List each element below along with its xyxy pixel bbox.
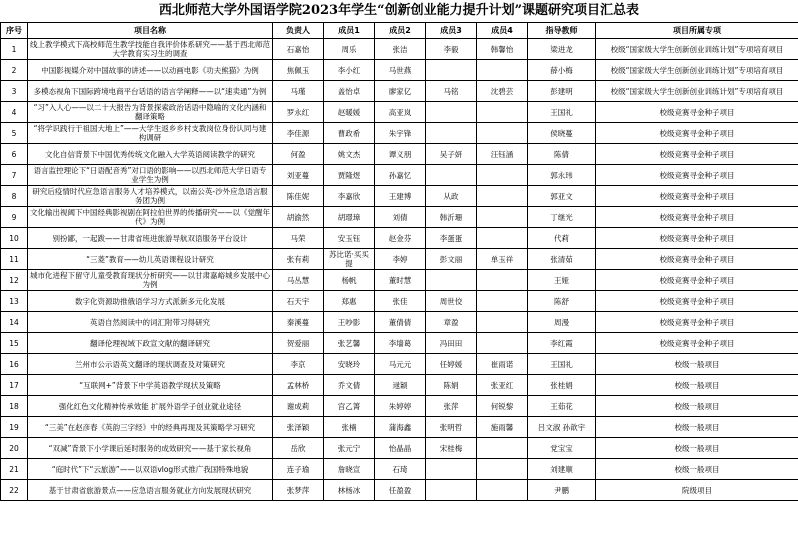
- cell-member2: 李婷: [375, 249, 426, 270]
- cell-leader: 陈佳妮: [273, 186, 324, 207]
- cell-member1: 张艺馨: [324, 333, 375, 354]
- cell-seq: 17: [1, 375, 28, 396]
- cell-member1: 曹政希: [324, 123, 375, 144]
- cell-leader: 李佳源: [273, 123, 324, 144]
- cell-project-name: 英语自然阅读中的词汇附带习得研究: [28, 312, 273, 333]
- header-seq: 序号: [1, 23, 28, 39]
- cell-project-name: “三美”在赵彦春《英韵三字经》中的经典再现及其策略学习研究: [28, 417, 273, 438]
- cell-member2: 逯颖: [375, 375, 426, 396]
- cell-member3: [426, 165, 477, 186]
- header-member3: 成员3: [426, 23, 477, 39]
- cell-member1: 张元宁: [324, 438, 375, 459]
- cell-member2: 蒲海鑫: [375, 417, 426, 438]
- page-title: 西北师范大学外国语学院2023年学生“创新创业能力提升计划”课题研究项目汇总表: [158, 3, 640, 18]
- cell-member3: 彭文丽: [426, 249, 477, 270]
- table-row: [1, 249, 798, 270]
- cell-member3: 周世佼: [426, 291, 477, 312]
- cell-member3: 李毅: [426, 39, 477, 60]
- cell-member4: [477, 123, 528, 144]
- header-member4: 成员4: [477, 23, 528, 39]
- cell-member1: 李小红: [324, 60, 375, 81]
- cell-member3: [426, 270, 477, 291]
- cell-member2: 朱婷婷: [375, 396, 426, 417]
- cell-member2: 马元元: [375, 354, 426, 375]
- table-row: [1, 60, 798, 81]
- cell-special-project: 校级竞赛寻金种子项目: [596, 207, 798, 228]
- cell-leader: 胡渝然: [273, 207, 324, 228]
- cell-advisor: 张清茹: [528, 249, 596, 270]
- cell-member4: [477, 102, 528, 123]
- cell-special-project: 校级竞赛寻金种子项目: [596, 186, 798, 207]
- cell-advisor: 党宝宝: [528, 438, 596, 459]
- cell-advisor: 陈舒: [528, 291, 596, 312]
- cell-leader: 张梦萍: [273, 480, 324, 501]
- cell-leader: 马荣: [273, 228, 324, 249]
- cell-member1: 安晓玲: [324, 354, 375, 375]
- cell-seq: 21: [1, 459, 28, 480]
- cell-seq: 16: [1, 354, 28, 375]
- cell-advisor: 王国礼: [528, 354, 596, 375]
- cell-member3: 陈娟: [426, 375, 477, 396]
- table-row: [1, 207, 798, 228]
- cell-project-name: 多模态视角下国际跨境电商平台话语的语言学阐释——以“速卖通”为例: [28, 81, 273, 102]
- cell-special-project: 校级竞赛寻金种子项目: [596, 228, 798, 249]
- table-row: [1, 459, 798, 480]
- cell-member4: 韩馨怡: [477, 39, 528, 60]
- cell-member2: 高亚岚: [375, 102, 426, 123]
- cell-member3: 李蛋蛋: [426, 228, 477, 249]
- cell-leader: 石嘉怡: [273, 39, 324, 60]
- cell-special-project: 院级项目: [596, 480, 798, 501]
- cell-member4: 崔雨诺: [477, 354, 528, 375]
- cell-advisor: 刘建顺: [528, 459, 596, 480]
- table-row: [1, 396, 798, 417]
- cell-project-name: “庭时代”下“云旅游”——以双语vlog形式推广我国特殊地貌: [28, 459, 273, 480]
- cell-advisor: 侯晓蔓: [528, 123, 596, 144]
- cell-member1: 赵暖媛: [324, 102, 375, 123]
- cell-project-name: “习”入人心——以二十大报告为背景探索政治话语中隐喻的文化内涵和翻译策略: [28, 102, 273, 123]
- cell-member3: 吴子妍: [426, 144, 477, 165]
- cell-member1: 王吵影: [324, 312, 375, 333]
- cell-member1: 宫乙箐: [324, 396, 375, 417]
- project-table: [0, 22, 798, 501]
- cell-advisor: 周漫: [528, 312, 596, 333]
- cell-advisor: 郭亚文: [528, 186, 596, 207]
- cell-member3: 宋桂梅: [426, 438, 477, 459]
- cell-special-project: 校级竞赛寻金种子项目: [596, 291, 798, 312]
- cell-member1: 贾隆煜: [324, 165, 375, 186]
- cell-member4: 单玉祥: [477, 249, 528, 270]
- cell-member2: 谭义朋: [375, 144, 426, 165]
- cell-seq: 6: [1, 144, 28, 165]
- table-row: [1, 39, 798, 60]
- cell-project-name: 别扮鄙，一起跋——甘肃省班进旅游导航双语服务平台设计: [28, 228, 273, 249]
- cell-seq: 7: [1, 165, 28, 186]
- cell-member4: 张亚红: [477, 375, 528, 396]
- cell-leader: 刘亚蔓: [273, 165, 324, 186]
- cell-leader: 焦佩玉: [273, 60, 324, 81]
- cell-member4: [477, 207, 528, 228]
- cell-member4: [477, 291, 528, 312]
- cell-project-name: 语言监控理论下“日语配音秀”对口语的影响——以西北师范大学日语专业学生为例: [28, 165, 273, 186]
- cell-member4: [477, 270, 528, 291]
- cell-seq: 18: [1, 396, 28, 417]
- cell-leader: 贺爱丽: [273, 333, 324, 354]
- cell-member3: 马铭: [426, 81, 477, 102]
- cell-member1: 杨帆: [324, 270, 375, 291]
- cell-advisor: 李红霞: [528, 333, 596, 354]
- cell-member2: 廖家亿: [375, 81, 426, 102]
- cell-advisor: 王国礼: [528, 102, 596, 123]
- cell-member1: 安玉钰: [324, 228, 375, 249]
- cell-member3: [426, 480, 477, 501]
- cell-member3: [426, 60, 477, 81]
- cell-member1: 郑惠: [324, 291, 375, 312]
- cell-leader: 秦溪蔓: [273, 312, 324, 333]
- cell-special-project: 校级一般项目: [596, 396, 798, 417]
- cell-member2: 朱宇锋: [375, 123, 426, 144]
- cell-member3: 张萍: [426, 396, 477, 417]
- cell-seq: 3: [1, 81, 28, 102]
- cell-special-project: 校级竞赛寻金种子项目: [596, 165, 798, 186]
- cell-member1: 盖怡卓: [324, 81, 375, 102]
- header-member2: 成员2: [375, 23, 426, 39]
- cell-member2: 董倩倩: [375, 312, 426, 333]
- table-row: [1, 228, 798, 249]
- cell-special-project: 校级竞赛寻金种子项目: [596, 102, 798, 123]
- cell-project-name: “双减”背景下小学课后延时服务的成效研究——基于家长视角: [28, 438, 273, 459]
- cell-leader: 石天宇: [273, 291, 324, 312]
- cell-member2: 张佳: [375, 291, 426, 312]
- cell-member2: 怡晶晶: [375, 438, 426, 459]
- cell-leader: 张有莉: [273, 249, 324, 270]
- cell-leader: 连子瑜: [273, 459, 324, 480]
- cell-member1: 胡璟璋: [324, 207, 375, 228]
- cell-seq: 14: [1, 312, 28, 333]
- cell-member2: 赵金芬: [375, 228, 426, 249]
- cell-special-project: 校级竞赛寻金种子项目: [596, 333, 798, 354]
- header-advisor: 指导教师: [528, 23, 596, 39]
- cell-member4: [477, 228, 528, 249]
- table-row: [1, 102, 798, 123]
- cell-member1: 张楠: [324, 417, 375, 438]
- table-row: [1, 186, 798, 207]
- cell-member2: 董时慧: [375, 270, 426, 291]
- cell-advisor: 张桂娟: [528, 375, 596, 396]
- cell-advisor: 彭建明: [528, 81, 596, 102]
- cell-member4: [477, 186, 528, 207]
- cell-member4: 汪钰涵: [477, 144, 528, 165]
- table-row: [1, 144, 798, 165]
- cell-seq: 15: [1, 333, 28, 354]
- cell-member2: 孙嘉忆: [375, 165, 426, 186]
- cell-special-project: 校级一般项目: [596, 354, 798, 375]
- cell-seq: 1: [1, 39, 28, 60]
- cell-member1: 乔文倩: [324, 375, 375, 396]
- table-row: [1, 165, 798, 186]
- cell-seq: 20: [1, 438, 28, 459]
- cell-member2: 王建博: [375, 186, 426, 207]
- cell-leader: 谢成莉: [273, 396, 324, 417]
- cell-seq: 5: [1, 123, 28, 144]
- cell-project-name: 翻译伦理视域下政宣文献的翻译研究: [28, 333, 273, 354]
- cell-member1: 詹晓宣: [324, 459, 375, 480]
- cell-project-name: 城市化进程下留守儿童受教育现状分析研究——以甘肃嘉峪城乡发展中心为例: [28, 270, 273, 291]
- cell-member4: [477, 165, 528, 186]
- table-header-row: [1, 23, 798, 39]
- cell-leader: 张泽颖: [273, 417, 324, 438]
- cell-member4: [477, 480, 528, 501]
- cell-member2: 李墙葛: [375, 333, 426, 354]
- cell-project-name: 强化红色文化精神传承效能 扩展外语学子创业就业途径: [28, 396, 273, 417]
- cell-leader: 李京: [273, 354, 324, 375]
- cell-seq: 4: [1, 102, 28, 123]
- cell-member3: 任婷媛: [426, 354, 477, 375]
- header-special-project: 项目所属专项: [596, 23, 798, 39]
- cell-seq: 11: [1, 249, 28, 270]
- cell-seq: 9: [1, 207, 28, 228]
- cell-project-name: 研究后疫情时代应急语言服务人才培养模式，以南公英-沙外应急语言服务团为例: [28, 186, 273, 207]
- cell-advisor: 吕文淑 孙歆宇: [528, 417, 596, 438]
- cell-member4: [477, 438, 528, 459]
- table-row: [1, 480, 798, 501]
- cell-special-project: 校级竞赛寻金种子项目: [596, 270, 798, 291]
- cell-leader: 马瑾: [273, 81, 324, 102]
- cell-member3: [426, 459, 477, 480]
- cell-member4: 何锐黎: [477, 396, 528, 417]
- cell-project-name: 兰州市公示语英文翻译的现状调查及对策研究: [28, 354, 273, 375]
- cell-project-name: 文化自信背景下中国优秀传统文化融入大学英语阅读教学的研究: [28, 144, 273, 165]
- cell-member2: 马世燕: [375, 60, 426, 81]
- table-row: [1, 375, 798, 396]
- cell-seq: 13: [1, 291, 28, 312]
- cell-seq: 8: [1, 186, 28, 207]
- cell-member2: 张洁: [375, 39, 426, 60]
- cell-special-project: 校级“国家级大学生创新创业训练计划”专项培育项目: [596, 39, 798, 60]
- cell-advisor: 王娅: [528, 270, 596, 291]
- cell-project-name: 文化输出视阈下中国经典影视剧在阿拉伯世界的传播研究——以《觉醒年代》为例: [28, 207, 273, 228]
- cell-member3: 冯田田: [426, 333, 477, 354]
- table-row: [1, 312, 798, 333]
- cell-special-project: 校级一般项目: [596, 417, 798, 438]
- cell-member1: 林杨冰: [324, 480, 375, 501]
- cell-member4: 沈碧芸: [477, 81, 528, 102]
- cell-project-name: 数字化资源助推俄语学习方式派新多元化发展: [28, 291, 273, 312]
- table-row: [1, 438, 798, 459]
- cell-leader: 岳欣: [273, 438, 324, 459]
- cell-seq: 19: [1, 417, 28, 438]
- cell-member2: 任盈盈: [375, 480, 426, 501]
- cell-advisor: 丁继光: [528, 207, 596, 228]
- header-project-name: 项目名称: [28, 23, 273, 39]
- table-body: [1, 39, 798, 501]
- cell-seq: 10: [1, 228, 28, 249]
- cell-leader: 孟林桥: [273, 375, 324, 396]
- cell-special-project: 校级竞赛寻金种子项目: [596, 144, 798, 165]
- cell-member4: [477, 333, 528, 354]
- table-row: [1, 81, 798, 102]
- cell-member2: 石琦: [375, 459, 426, 480]
- cell-advisor: 王茹花: [528, 396, 596, 417]
- table-row: [1, 123, 798, 144]
- cell-seq: 22: [1, 480, 28, 501]
- cell-seq: 2: [1, 60, 28, 81]
- cell-member2: 刘倩: [375, 207, 426, 228]
- table-row: [1, 291, 798, 312]
- cell-special-project: 校级竞赛寻金种子项目: [596, 123, 798, 144]
- cell-special-project: 校级一般项目: [596, 375, 798, 396]
- cell-member4: 施雨馨: [477, 417, 528, 438]
- cell-project-name: 基于甘肃省旅游景点——应急语言服务就业方向发展现状研究: [28, 480, 273, 501]
- cell-advisor: 代莉: [528, 228, 596, 249]
- cell-member3: 从政: [426, 186, 477, 207]
- table-row: [1, 270, 798, 291]
- cell-project-name: “互联网+”背景下中学英语教学现状及策略: [28, 375, 273, 396]
- cell-special-project: 校级竞赛寻金种子项目: [596, 312, 798, 333]
- cell-leader: 罗永红: [273, 102, 324, 123]
- cell-member4: [477, 60, 528, 81]
- cell-advisor: 陈倩: [528, 144, 596, 165]
- cell-special-project: 校级“国家级大学生创新创业训练计划”专项培育项目: [596, 60, 798, 81]
- cell-leader: 何盈: [273, 144, 324, 165]
- cell-member4: [477, 312, 528, 333]
- cell-special-project: 校级竞赛寻金种子项目: [596, 249, 798, 270]
- cell-special-project: 校级“国家级大学生创新创业训练计划”专项培育项目: [596, 81, 798, 102]
- cell-advisor: 梁进龙: [528, 39, 596, 60]
- cell-member4: [477, 459, 528, 480]
- table-row: [1, 417, 798, 438]
- cell-member1: 苏比诺·买买提: [324, 249, 375, 270]
- cell-member3: [426, 123, 477, 144]
- cell-member1: 周乐: [324, 39, 375, 60]
- cell-member3: 章盈: [426, 312, 477, 333]
- cell-project-name: 线上教学模式下高校师范生教学技能自我评价体系研究——基于西北师范大学教育实习生的调查: [28, 39, 273, 60]
- cell-member3: [426, 102, 477, 123]
- cell-leader: 马丛慧: [273, 270, 324, 291]
- cell-seq: 12: [1, 270, 28, 291]
- cell-special-project: 校级一般项目: [596, 438, 798, 459]
- cell-project-name: “三菱”教育——幼儿英语课程设计研究: [28, 249, 273, 270]
- table-row: [1, 333, 798, 354]
- cell-special-project: 校级一般项目: [596, 459, 798, 480]
- cell-project-name: 中国影视媒介对中国故事的讲述——以动画电影《功夫熊猫》为例: [28, 60, 273, 81]
- cell-member1: 李嘉欣: [324, 186, 375, 207]
- cell-advisor: 薛小梅: [528, 60, 596, 81]
- table-row: [1, 354, 798, 375]
- header-member1: 成员1: [324, 23, 375, 39]
- cell-project-name: “将学识践行于祖国大地上”——大学生返乡乡村支教岗位身份认同与建构调研: [28, 123, 273, 144]
- header-leader: 负责人: [273, 23, 324, 39]
- cell-member1: 姚文杰: [324, 144, 375, 165]
- cell-member3: 张明哲: [426, 417, 477, 438]
- cell-advisor: 郭永玮: [528, 165, 596, 186]
- cell-member3: 韩沂珊: [426, 207, 477, 228]
- cell-advisor: 尹鹏: [528, 480, 596, 501]
